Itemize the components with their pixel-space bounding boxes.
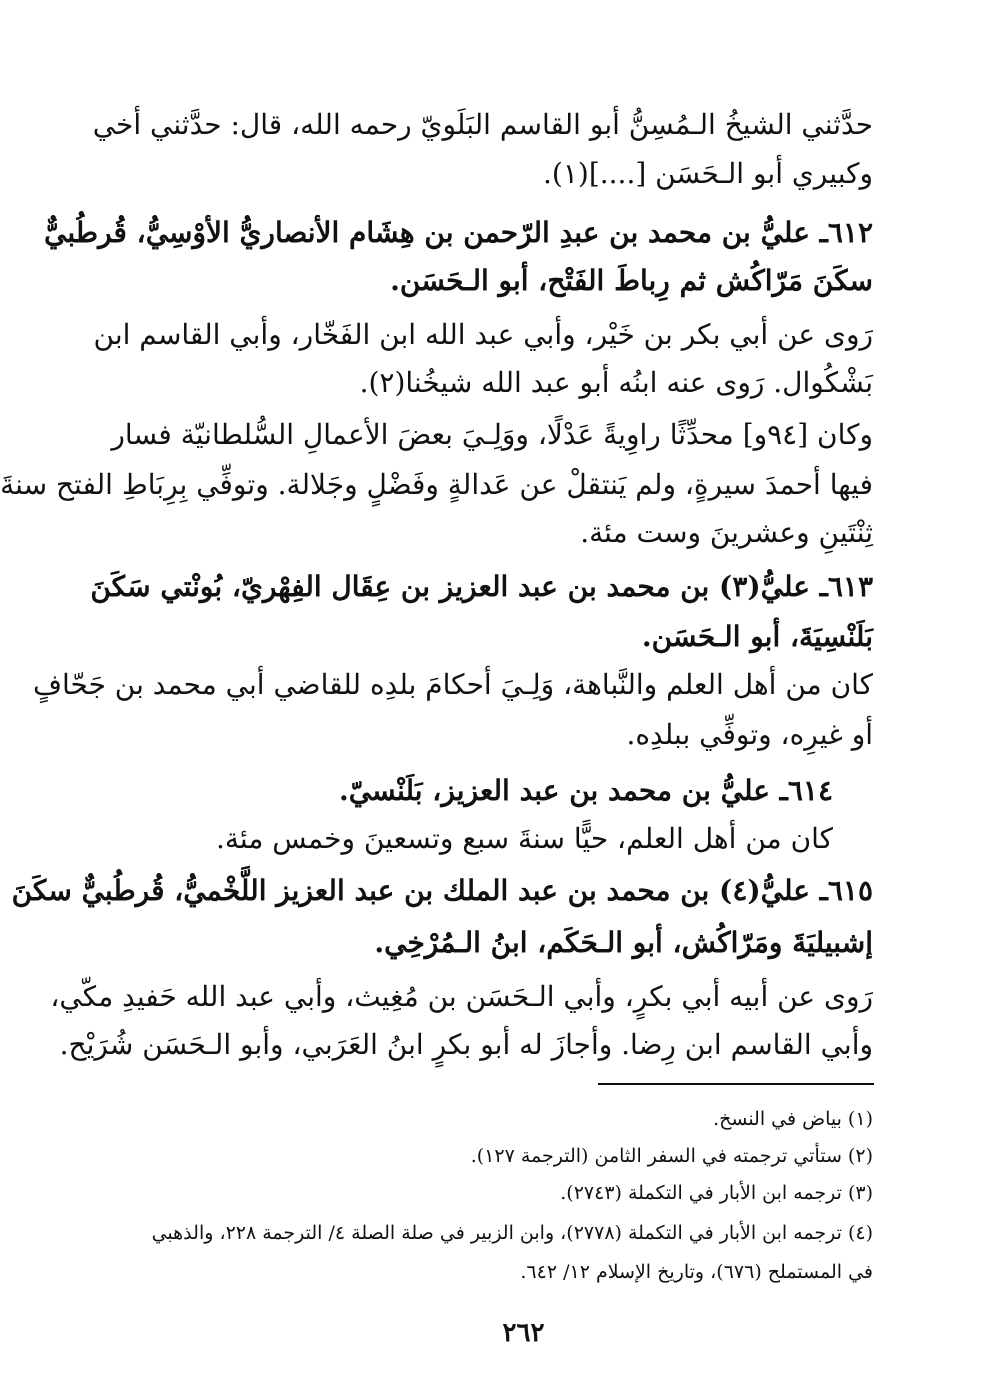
entry-heading: ٦١٣ـ عليُّ(٣) بن محمد بن عبد العزيز بن عِقَال الفِهْريّ، بُونْتي سَكَنَ bbox=[90, 570, 873, 603]
text-line: وكبيري أبو الـحَسَن [....](١). bbox=[543, 157, 873, 190]
entry-heading: سكَنَ مَرّاكُش ثم رِباطَ الفَتْح، أبو الـحَسَن. bbox=[390, 264, 873, 297]
entry-heading: إشبيليَةَ ومَرّاكُش، أبو الـحَكَم، ابنُ الـمُرْخِي. bbox=[374, 926, 873, 959]
entry-heading: ٦١٤ـ عليُّ بن محمد بن عبد العزيز، بَلَنْسيّ. bbox=[338, 774, 833, 807]
text-line: وأبي القاسم ابن رِضا. وأجازَ له أبو بكرٍ ابنُ العَرَبي، وأبو الـحَسَن شُرَيْح. bbox=[59, 1028, 873, 1061]
text-line: كان من أهل العلم والنَّباهة، وَلِـيَ أحكامَ بلدِه للقاضي أبي محمد بن جَحّافٍ bbox=[32, 668, 873, 701]
footnote: (٣) ترجمه ابن الأبار في التكملة (٢٧٤٣). bbox=[560, 1182, 873, 1204]
text-line: فيها أحمدَ سيرةٍ، ولم يَنتقلْ عن عَدالةٍ وفَضْلٍ وجَلالة. وتوفِّي بِرِبَاطِ الفتح سنةَ bbox=[0, 468, 873, 501]
text-line: رَوى عن أبيه أبي بكرٍ، وأبي الـحَسَن بن مُغِيث، وأبي عبد الله حَفيدِ مكّي، bbox=[50, 980, 873, 1013]
text-line: بَشْكُوال. رَوى عنه ابنُه أبو عبد الله شيخُنا(٢). bbox=[359, 366, 873, 399]
entry-heading: ٦١٢ـ عليُّ بن محمد بن عبدِ الرّحمن بن هِشَام الأنصاريُّ الأوْسِيُّ، قُرطُبيٌّ bbox=[44, 216, 873, 249]
footnote: (٢) ستأتي ترجمته في السفر الثامن (الترجمة ١٢٧). bbox=[470, 1145, 873, 1167]
text-line: كان من أهل العلم، حيًّا سنةَ سبع وتسعينَ وخمس مئة. bbox=[215, 822, 833, 855]
text-line: حدَّثني الشيخُ الـمُسِنُّ أبو القاسم البَلَويّ رحمه الله، قال: حدَّثني أخي bbox=[92, 108, 873, 141]
footnote: (٤) ترجمه ابن الأبار في التكملة (٢٧٧٨)، وابن الزبير في صلة الصلة ٤/ الترجمة ٢٢٨، والذهبي bbox=[151, 1222, 873, 1244]
text-line: أو غيرِه، وتوفِّي ببلدِه. bbox=[626, 718, 873, 751]
page-number: ٢٦٢ bbox=[502, 1318, 545, 1348]
text-line: رَوى عن أبي بكر بن خَيْر، وأبي عبد الله ابن الفَخّار، وأبي القاسم ابن bbox=[93, 318, 873, 351]
footnote-divider bbox=[598, 1083, 874, 1085]
text-line: وكان [٩٤و] محدِّثًا راوِيةً عَدْلًا، ووَلِـيَ بعضَ الأعمالِ السُّلطانيّة فسار bbox=[111, 418, 873, 451]
footnote: في المستملح (٦٧٦)، وتاريخ الإسلام ١٢/ ٦٤٢. bbox=[520, 1261, 873, 1283]
text-line: ثِنْتَينِ وعشرينَ وست مئة. bbox=[580, 516, 873, 549]
entry-heading: بَلَنْسِيَةَ، أبو الـحَسَن. bbox=[641, 620, 873, 653]
entry-heading: ٦١٥ـ عليُّ(٤) بن محمد بن عبد الملك بن عبد العزيز اللَّخْميُّ، قُرطُبيٌّ سكَنَ bbox=[11, 874, 873, 907]
footnote: (١) بياض في النسخ. bbox=[713, 1108, 873, 1130]
